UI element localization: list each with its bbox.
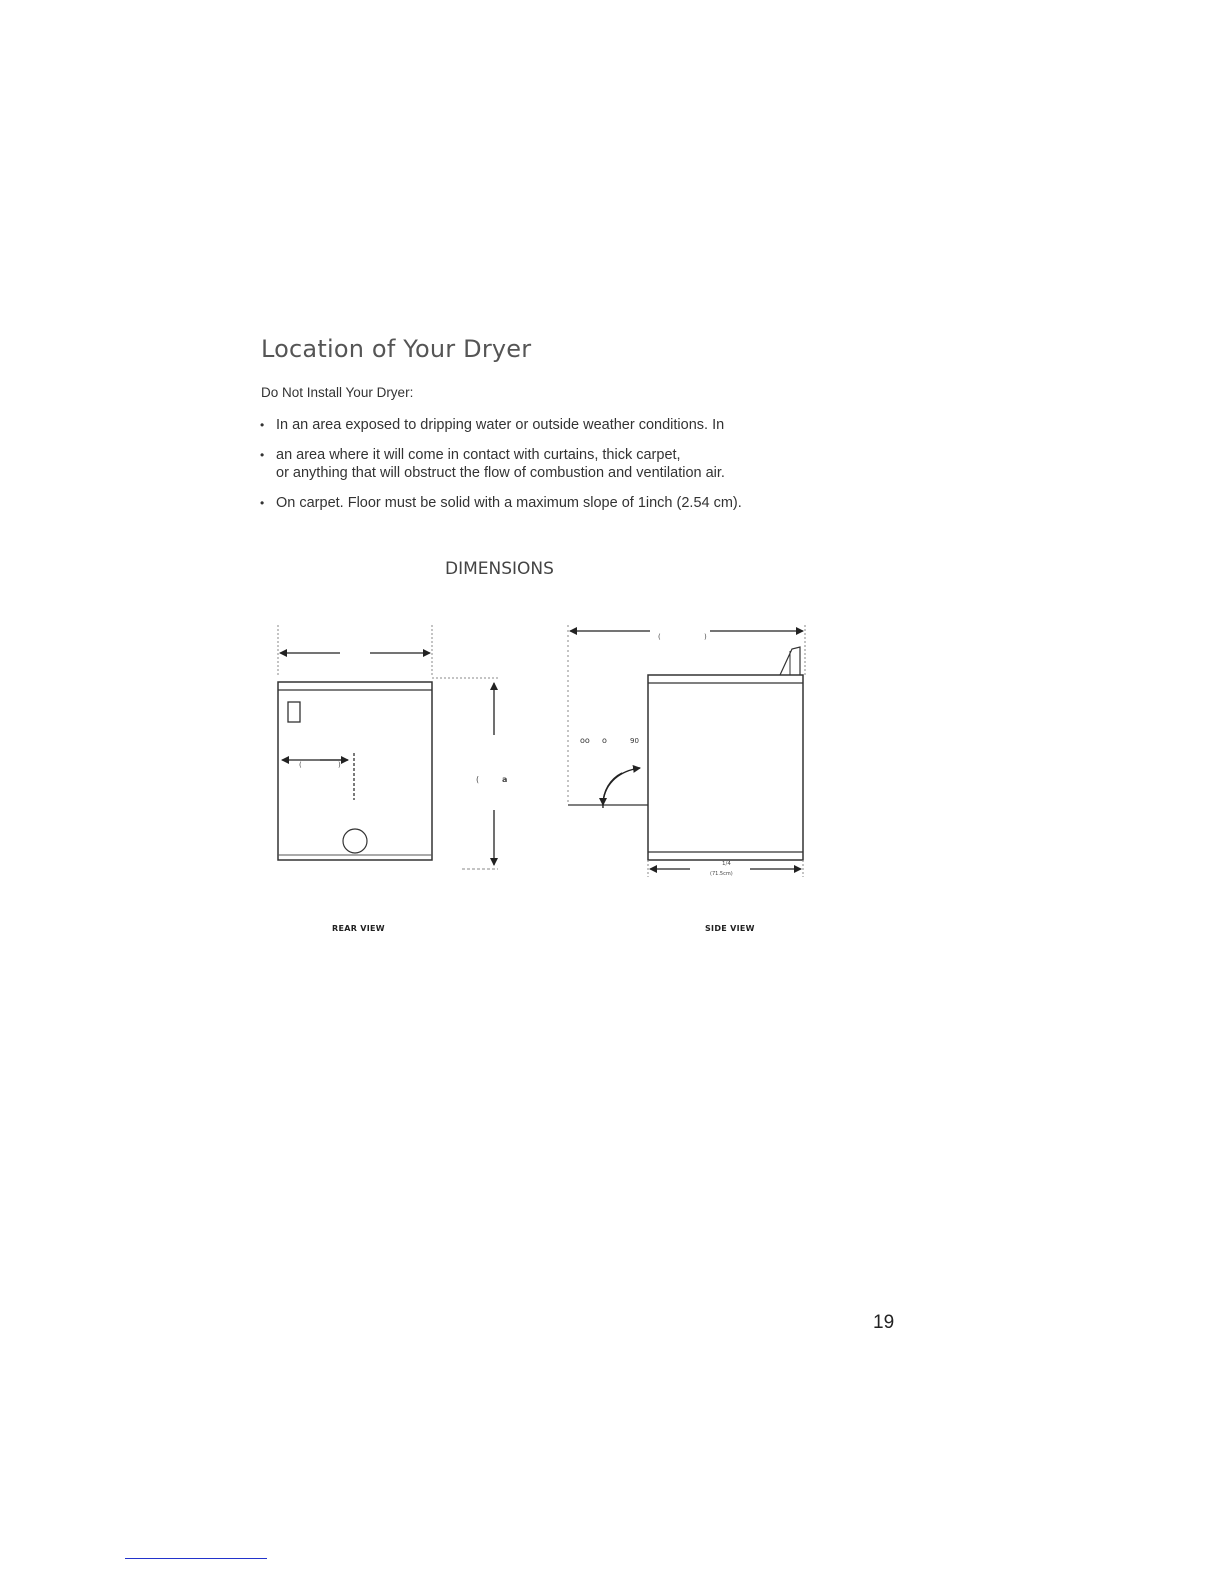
list-item	[258, 494, 742, 512]
page-title: Location of Your Dryer	[261, 335, 532, 363]
side-top-paren-open: (	[658, 633, 661, 641]
rear-view-drawing	[278, 625, 507, 869]
rear-inner-paren-open: (	[299, 761, 302, 769]
bullet-icon: •	[260, 496, 265, 510]
intro-text: Do Not Install Your Dryer:	[261, 385, 414, 400]
side-view-caption: SIDE VIEW	[705, 924, 755, 933]
list-item	[258, 416, 742, 434]
dryer-dimensions-diagram	[250, 615, 820, 895]
rear-height-mark: a	[502, 775, 508, 784]
list-item-text: an area where it will come in contact with curtains, thick carpet,	[276, 447, 681, 463]
bullet-icon: •	[260, 418, 265, 432]
bullet-icon: •	[260, 448, 265, 462]
side-mark-left: oo	[580, 736, 590, 745]
side-bottom-fraction: 1/4	[722, 861, 731, 867]
list-item	[258, 446, 742, 482]
side-top-paren-close: )	[704, 633, 707, 641]
side-mark-right: 90	[630, 737, 639, 745]
side-view-drawing	[568, 625, 805, 877]
warning-list	[258, 416, 742, 512]
side-bottom-metric: (71.5cm)	[710, 871, 733, 877]
rear-view-caption: REAR VIEW	[332, 924, 385, 933]
list-item-text-continued: or anything that will obstruct the flow of combustion and ventilation air.	[276, 465, 725, 481]
side-mark-mid: o	[602, 736, 607, 745]
dimensions-title: DIMENSIONS	[445, 559, 554, 579]
rear-inner-paren-close: )	[338, 761, 341, 769]
list-item-text: In an area exposed to dripping water or outside weather conditions. In	[276, 417, 725, 433]
page-number: 19	[873, 1312, 895, 1333]
list-item-text: On carpet. Floor must be solid with a maximum slope of 1inch (2.54 cm).	[276, 495, 742, 511]
footer-rule	[125, 1558, 267, 1559]
rear-height-paren: (	[476, 775, 480, 784]
